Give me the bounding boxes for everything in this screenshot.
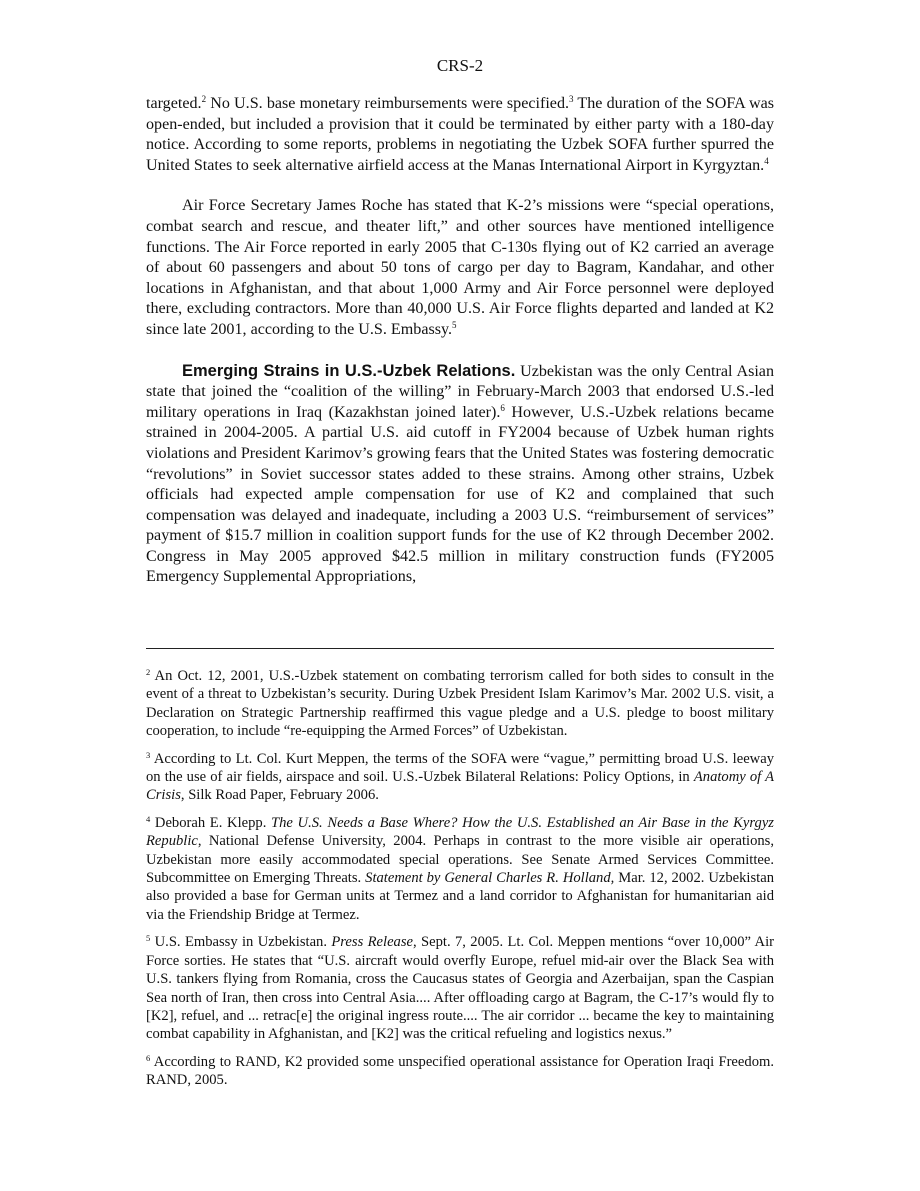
section-heading: Emerging Strains in U.S.-Uzbek Relations.	[182, 361, 516, 380]
footnote-ref-5[interactable]: 5	[452, 319, 457, 330]
footnote-ref-6[interactable]: 6	[500, 402, 505, 413]
footnote-ref-2[interactable]: 2	[201, 94, 207, 104]
page-header: CRS-2	[436, 56, 484, 75]
body-text	[146, 94, 774, 608]
paragraph-k2-missions: Air Force Secretary James Roche has stated that K-2’s missions were “special operations, combat search and rescue, and theater lift,” and other sources have mentioned intelligence functions. The Air Force reported in early 2005 that C-130s flying out of K2 carried an average of about 60 passengers and about 50 tons of cargo per day to Bagram, Kandahar, and other locations in Afghanistan, and that about 1,000 Army and Air Force personnel were deployed there, excluding contractors. More than 40,000 U.S. Air Force flights departed and landed at K2 since late 2001, according to the U.S. Embassy.$^5$	[146, 197, 774, 338]
footnote-6: $^6$ According to RAND, K2 provided some unspecified operational assistance for Operation Iraqi Freedom. RAND, 2005.	[146, 1052, 774, 1089]
footnote-ref-3[interactable]: 3	[569, 94, 574, 104]
footnote-2: $^2$ An Oct. 12, 2001, U.S.-Uzbek statement on combating terrorism called for both sides to consult in the event of a threat to Uzbekistan’s security. During Uzbek President Islam Karimov’s Mar. 2002 U.S. visit, a Declaration on Strategic Partnership reaffirmed this vague pledge and a U.S. pledge to boost military cooperation, to include “re-equipping the Armed Forces” of Uzbekistan.	[146, 667, 774, 740]
paragraph-sofa: targeted.$^2$ No U.S. base monetary reimbursements were specified.$^3$ The duration of the SOFA was open-ended, but included a provision that it could be terminated by either party with a 180-day notice. According to some reports, problems in negotiating the Uzbek SOFA further spurred the United States to seek alternative airfield access at the Manas International Airport in Kyrgyztan.$^4$	[146, 94, 774, 174]
footnote-3: $^3$ According to Lt. Col. Kurt Meppen, the terms of the SOFA were “vague,” permitting broad U.S. leeway on the use of air fields, airspace and soil. U.S.-Uzbek Bilateral Relations: Policy Options, in Anatomy of A Crisis, Silk Road Paper, February 2006.	[146, 749, 774, 804]
footnote-5: $^5$ U.S. Embassy in Uzbekistan. Press Release, Sept. 7, 2005. Lt. Col. Meppen mentions “over 10,000” Air Force sorties. He states that “U.S. aircraft would overfly Europe, refuel mid-air over the Black Sea with U.S. tankers flying from Romania, cross the Caucasus states of Georgia and Azerbaijan, span the Caspian Sea north of Iran, then cross into Central Asia.... After offloading cargo at Bagram, the C-17’s would fly to [K2], refuel, and ... retrac[e] the original ingress route.... The air corridor ... became the key to maintaining combat capability in Afghanistan, and [K2] was the critical refueling and logistics nexus.”	[146, 933, 774, 1043]
footnote-4: $^4$ Deborah E. Klepp. The U.S. Needs a Base Where? How the U.S. Established an Air Base in the Kyrgyz Republic, National Defense University, 2004. Perhaps in contrast to the more visible air operations, Uzbekistan more easily accommodated special operations. See Senate Armed Services Committee. Subcommittee on Emerging Threats. Statement by General Charles R. Holland, Mar. 12, 2002. Uzbekistan also provided a base for German units at Termez and a land corridor to Afghanistan for humanitarian aid via the Friendship Bridge at Termez.	[146, 813, 774, 923]
footnote-ref-4[interactable]: 4	[764, 155, 769, 166]
footnote-divider	[146, 648, 774, 649]
footnotes	[146, 667, 774, 1099]
paragraph-emerging-strains: Emerging Strains in U.S.-Uzbek Relations. Uzbekistan was the only Central Asian state that joined the “coalition of the willing” in February-March 2003 that endorsed U.S.-led military operations in Iraq (Kazakhstan joined later).$^6$ However, U.S.-Uzbek relations became strained in 2004-2005. A partial U.S. aid cutoff in FY2004 because of Uzbek human rights violations and President Karimov’s growing fears that the United States was fostering democratic “revolutions” in Soviet successor states added to these strains. Among other strains, Uzbek officials had expected ample compensation for use of K2 and complained that such compensation was delayed and inadequate, including a 2003 U.S. “reimbursement of services” payment of $15.7 million in coalition support funds for the use of K2 through December 2002. Congress in May 2005 approved $42.5 million in military construction funds (FY2005 Emergency Supplemental Appropriations,	[146, 361, 774, 586]
